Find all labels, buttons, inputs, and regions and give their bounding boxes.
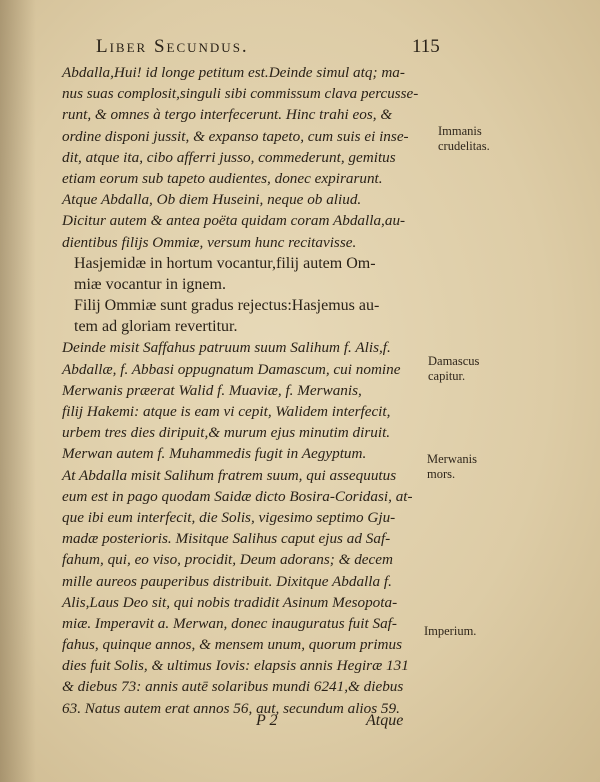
margin-note-damascus bbox=[428, 354, 479, 384]
margin-note-word: Immanis bbox=[438, 124, 482, 138]
text-line: filij Hakemi: atque is eam vi cepit, Walidem interfecit, bbox=[62, 403, 391, 420]
text-line: dientibus filijs Ommiæ, versum hunc recitavisse. bbox=[62, 233, 357, 251]
margin-note-word: crudelitas. bbox=[438, 139, 490, 153]
text-line: nus suas complosit,singuli sibi commissum clava percusse- bbox=[62, 85, 419, 103]
text-line: Dicitur autem & antea poëta quidam coram Abdalla,au- bbox=[62, 212, 406, 230]
text-line: fahus, quinque annos, & mensem unum, quorum primus bbox=[62, 636, 403, 654]
text-line: tem ad gloriam revertitur. bbox=[74, 318, 238, 336]
margin-note-immanis bbox=[438, 124, 490, 154]
margin-note-word: Merwanis bbox=[427, 452, 477, 466]
text-line: miæ vocantur in ignem. bbox=[74, 275, 226, 293]
margin-note-imperium: Imperium. bbox=[424, 624, 477, 638]
text-line: Abdalla,Hui! id longe petitum est.Deinde simul atq; ma- bbox=[62, 64, 405, 81]
text-line: runt, & omnes à tergo interfecerunt. Hinc trahi eos, & bbox=[62, 106, 393, 124]
text-line: madæ posterioris. Misitque Salihus caput ejus ad Saf- bbox=[62, 530, 391, 548]
text-line: fahum, qui, eo viso, procidit, Deum adorans; & decem bbox=[62, 551, 393, 569]
text-line: etiam eorum sub tapeto audientes, donec expirarunt. bbox=[62, 169, 383, 187]
text-line: Alis,Laus Deo sit, qui nobis tradidit Asinum Mesopota- bbox=[62, 593, 398, 611]
text-line: Filij Ommiæ sunt gradus rejectus:Hasjemus au- bbox=[74, 297, 380, 315]
text-line: mille aureos pauperibus distribuit. Dixitque Abdalla f. bbox=[62, 572, 392, 590]
text-line: Hasjemidæ in hortum vocantur,filij autem Om- bbox=[74, 254, 376, 272]
text-line: dies fuit Solis, & ultimus Iovis: elapsis annis Hegiræ 131 bbox=[62, 657, 409, 675]
text-line: & diebus 73: annis autē solaribus mundi 6241,& diebus bbox=[62, 678, 404, 696]
signature-mark: P 2 bbox=[256, 712, 278, 729]
margin-note-word: Damascus bbox=[428, 354, 480, 368]
running-head: Liber Secundus. bbox=[96, 36, 249, 57]
text-line: que ibi eum interfecit, die Solis, vigesimo septimo Gju- bbox=[62, 508, 396, 526]
page-footer bbox=[60, 712, 420, 736]
text-line: urbem tres dies diripuit,& murum ejus minutim diruit. bbox=[62, 424, 391, 442]
text-line: eum est in pago quodam Saidæ dicto Bosira-Coridasi, at- bbox=[62, 487, 413, 505]
text-line: miæ. Imperavit a. Merwan, donec inauguratus fuit Saf- bbox=[62, 614, 397, 632]
text-line: dit, atque ita, cibo afferri jusso, commederunt, gemitus bbox=[62, 148, 396, 166]
margin-note-word: mors. bbox=[427, 467, 456, 481]
catchword: Atque bbox=[366, 712, 404, 729]
text-line: ordine disponi jussit, & expanso tapeto, cum suis ei inse- bbox=[62, 127, 409, 145]
text-line: Deinde misit Saffahus patruum suum Salihum f. Alis,f. bbox=[62, 339, 391, 357]
text-line: 63. Natus autem erat annos 56, aut, secundum alios 59. bbox=[62, 699, 400, 717]
text-line: Atque Abdalla, Ob diem Huseini, neque ob aliud. bbox=[62, 191, 362, 209]
body-text bbox=[62, 62, 419, 719]
page-number: 115 bbox=[412, 36, 440, 57]
margin-note-word: capitur. bbox=[428, 369, 466, 383]
page-header bbox=[96, 36, 466, 62]
text-line: At Abdalla misit Salihum fratrem suum, qui assequutus bbox=[62, 466, 397, 484]
text-line: Merwanis præerat Walid f. Muaviæ, f. Merwanis, bbox=[62, 381, 362, 399]
text-line: Abdallæ, f. Abbasi oppugnatum Damascum, cui nomine bbox=[62, 360, 401, 378]
text-line: Merwan autem f. Muhammedis fugit in Aegyptum. bbox=[62, 445, 367, 463]
margin-note-merwanis-mors bbox=[427, 452, 477, 482]
gutter-shadow bbox=[0, 0, 36, 782]
